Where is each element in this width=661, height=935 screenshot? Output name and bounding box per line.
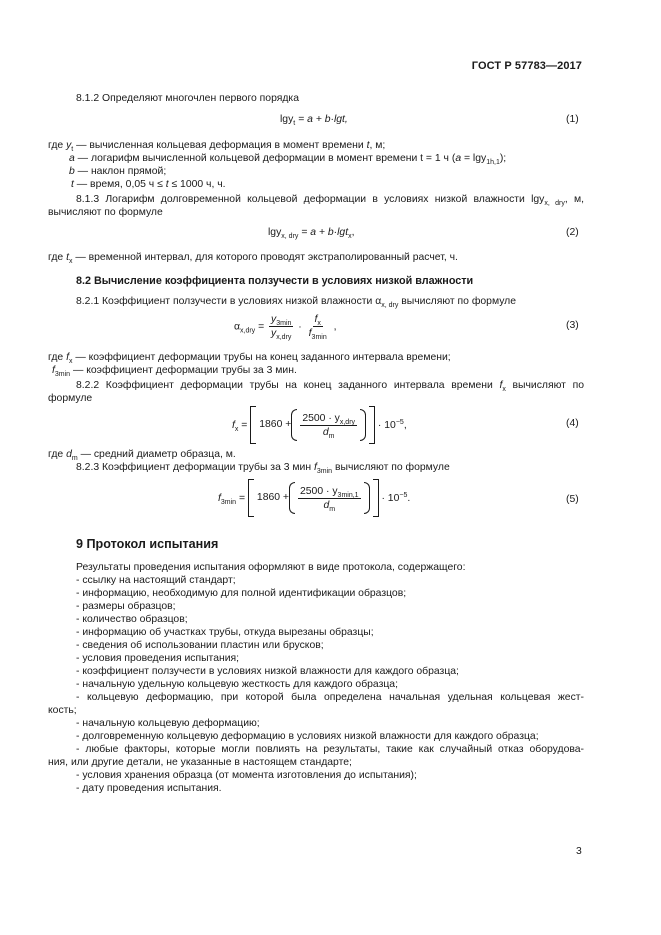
- fraction-2500-y3min1-dm: $\frac{2500 \cdot y_{3min,1}}{d_m}$: [300, 485, 359, 513]
- formula-3-number: (3): [566, 320, 579, 331]
- section-9-title: 9 Протокол испытания: [76, 537, 219, 551]
- para-8-1-3-line-1: 8.1.3 Логарифм долговременной кольцевой деформации в условиях низкой влажности lgy$_{x, dry}$, м,: [76, 194, 584, 207]
- formula-3: $\alpha_{x,dry}$ = $\frac{y_{3min}}{y_{x,dry}}$ · $\frac{f_x}{f_{3min}}$ ,: [234, 314, 337, 341]
- para-8-2-2-line-2: формуле: [48, 393, 93, 404]
- left-square-bracket: [248, 479, 254, 517]
- left-square-bracket: [250, 406, 256, 444]
- protocol-intro: Результаты проведения испытания оформляют в виде протокола, содержащего:: [76, 562, 466, 573]
- where-2: где $t_x$ — временной интервал, для которого проводят экстраполированный расчет, ч.: [48, 252, 458, 265]
- formula-2-number: (2): [566, 227, 579, 238]
- where-1-line-2: a — логарифм вычисленной кольцевой деформации в момент времени t = 1 ч (a = lgy$_{1h,1}$);: [69, 153, 507, 166]
- list-item: - количество образцов;: [76, 614, 188, 625]
- where-3-line-2: $f_{3min}$ — коэффициент деформации трубы за 3 мин.: [52, 365, 297, 378]
- list-item: - начальную удельную кольцевую жесткость для каждого образца;: [76, 679, 398, 690]
- fraction-2500-yxdry-dm: $\frac{2500 \cdot y_{x,dry}}{d_m}$: [302, 412, 356, 440]
- list-item: - начальную кольцевую деформацию;: [76, 718, 260, 729]
- para-8-2-2-line-1: 8.2.2 Коэффициент деформации трубы на конец заданного интервала времени $f_x$ вычисляют по: [76, 380, 584, 393]
- left-paren: [291, 409, 297, 441]
- list-item: - долговременную кольцевую деформацию в условиях низкой влажности для каждого образца;: [76, 731, 539, 742]
- formula-1-number: (1): [566, 114, 579, 125]
- formula-1: lgy$_t$ = a + b·lgt,: [280, 114, 348, 127]
- formula-4: $f_x$ = 1860 + $\frac{2500 \cdot y_{x,dry}}{d_m}$ · $10^{-5}$,: [232, 406, 407, 444]
- formula-2: lgy$_{x, dry}$ = a + b·lgt$_x$,: [268, 227, 355, 240]
- where-3-line-1: где $f_x$ — коэффициент деформации трубы на конец заданного интервала времени;: [48, 352, 451, 365]
- right-paren: [360, 409, 366, 441]
- para-8-1-2: 8.1.2 Определяют многочлен первого порядка: [76, 93, 299, 104]
- list-item: - дату проведения испытания.: [76, 783, 222, 794]
- list-item-continuation: ния, или другие детали, не указанные в настоящем стандарте;: [48, 757, 352, 768]
- where-1-line-4: t — время, 0,05 ч ≤ t ≤ 1000 ч, ч.: [71, 179, 226, 190]
- para-8-2-1: 8.2.1 Коэффициент ползучести в условиях низкой влажности $\alpha_{x, dry}$ вычисляют по формуле: [76, 296, 517, 309]
- list-item: - условия хранения образца (от момента изготовления до испытания);: [76, 770, 417, 781]
- formula-5-number: (5): [566, 494, 579, 505]
- list-item-continuation: кость;: [48, 705, 77, 716]
- right-paren: [364, 482, 370, 514]
- formula-5: $f_{3min}$ = 1860 + $\frac{2500 \cdot y_{3min,1}}{d_m}$ · $10^{-5}$.: [218, 479, 410, 517]
- where-1-line-3: b — наклон прямой;: [69, 166, 167, 177]
- left-paren: [289, 482, 295, 514]
- list-item: - условия проведения испытания;: [76, 653, 240, 664]
- list-item: - любые факторы, которые могли повлиять на результаты, такие как случайный отказ оборудова-: [76, 744, 584, 755]
- list-item: - кольцевую деформацию, при которой была определена начальная удельная кольцевая жест-: [76, 692, 584, 703]
- list-item: - ссылку на настоящий стандарт;: [76, 575, 236, 586]
- list-item: - сведения об использовании пластин или брусков;: [76, 640, 324, 651]
- where-4: где $d_m$ — средний диаметр образца, м.: [48, 449, 236, 462]
- page-number: 3: [576, 846, 582, 857]
- fraction-y3min-yxdry: $\frac{y_{3min}}{y_{x,dry}}$: [271, 314, 292, 341]
- fraction-fx-f3min: $\frac{f_x}{f_{3min}}$: [308, 314, 327, 341]
- section-8-2-title: 8.2 Вычисление коэффициента ползучести в условиях низкой влажности: [76, 275, 474, 287]
- where-1-line-1: где $y_t$ — вычисленная кольцевая деформация в момент времени t, м;: [48, 140, 386, 153]
- list-item: - информацию, необходимую для полной идентификации образцов;: [76, 588, 407, 599]
- formula-4-number: (4): [566, 418, 579, 429]
- para-8-1-3-line-2: вычисляют по формуле: [48, 207, 163, 218]
- list-item: - информацию об участках трубы, откуда вырезаны образцы;: [76, 627, 374, 638]
- list-item: - размеры образцов;: [76, 601, 176, 612]
- standard-header: ГОСТ Р 57783—2017: [471, 60, 582, 72]
- list-item: - коэффициент ползучести в условиях низкой влажности для каждого образца;: [76, 666, 459, 677]
- para-8-2-3: 8.2.3 Коэффициент деформации трубы за 3 мин $f_{3min}$ вычисляют по формуле: [76, 462, 450, 475]
